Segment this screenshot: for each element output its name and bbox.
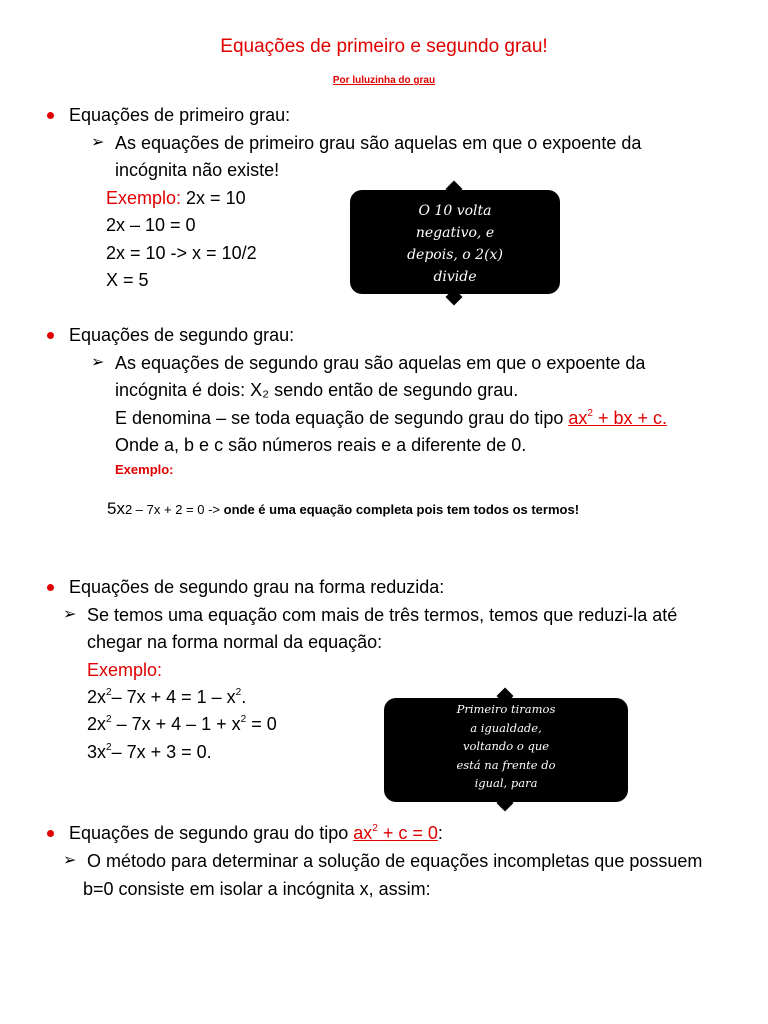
arrow-bullet-icon: ➢ (91, 354, 105, 371)
section1-step3: X = 5 (106, 270, 149, 290)
arrow-bullet-icon: ➢ (63, 852, 77, 869)
formula-part: ax (568, 408, 588, 428)
section4-desc-line1: O método para determinar a solução de equações incompletas que possuem (87, 851, 703, 871)
section1-step2: 2x = 10 -> x = 10/2 (106, 243, 257, 263)
section1-example (106, 185, 246, 211)
section3-eq1 (87, 684, 246, 710)
page-title: Equações de primeiro e segundo grau! (220, 36, 548, 57)
eq-exponent: 2 (106, 714, 112, 725)
section3-desc-line2: chegar na forma normal da equação: (87, 632, 383, 652)
section2-desc-line1: As equações de segundo grau são aquelas em que o expoente da (115, 353, 646, 373)
bullet-icon (47, 112, 54, 119)
bullet-icon (47, 584, 54, 591)
formula-exponent: 2 (372, 823, 378, 834)
section3-example-label: Exemplo: (87, 660, 163, 680)
desc-text: E denomina – se toda equação de segundo grau do tipo (115, 408, 569, 428)
formula-part: + bx + c. (592, 408, 667, 428)
eq-part: – 7x + 3 = 0. (111, 742, 212, 762)
arrow-bullet-icon: ➢ (63, 606, 77, 623)
section3-heading: Equações de segundo grau na forma reduzida: (69, 577, 445, 597)
eq-part: 2x (87, 714, 107, 734)
section1-step1: 2x – 10 = 0 (106, 215, 196, 235)
eq-part: 5x (107, 499, 125, 518)
eq-part: 2x (87, 687, 107, 707)
eq-part: = 0 (246, 714, 277, 734)
section4-heading (69, 820, 443, 846)
formula-part: ax (353, 823, 373, 843)
example-label: Exemplo: (106, 188, 182, 208)
byline: Por luluzinha do grau (332, 75, 436, 86)
formula-general (568, 408, 667, 428)
eq-part: – 7x + 4 – 1 + x (111, 714, 241, 734)
section2-example-equation (107, 498, 579, 521)
section1-desc-line2: incógnita não existe! (115, 160, 280, 180)
section1-desc-line1: As equações de primeiro grau são aquelas em que o expoente da (115, 133, 642, 153)
eq-part: 3x (87, 742, 107, 762)
eq-exponent: 2 (106, 742, 112, 753)
eq-exponent: 2 (240, 714, 247, 725)
formula-exponent: 2 (587, 408, 593, 419)
section3-eq2 (87, 711, 277, 737)
section2-heading: Equações de segundo grau: (69, 325, 295, 345)
eq-part: . (241, 687, 247, 707)
section2-example-label: Exemplo: (115, 462, 174, 477)
section2-desc-line3 (115, 405, 667, 431)
heading-text: Equações de segundo grau do tipo (69, 823, 354, 843)
section1-heading: Equações de primeiro grau: (69, 105, 291, 125)
example-equation: 2x = 10 (181, 188, 246, 208)
arrow-bullet-icon: ➢ (91, 134, 105, 151)
eq-exponent: 2 (106, 687, 112, 698)
bullet-icon (47, 332, 54, 339)
callout-box-2: Primeiro tiramos a igualdade, voltando o que está na frente do igual, para (384, 698, 628, 802)
eq-part: – 7x + 4 = 1 – x (111, 687, 236, 707)
formula-incomplete (353, 823, 438, 843)
section2-desc-line2: incógnita é dois: X₂ sendo então de segundo grau. (115, 380, 519, 400)
heading-text: : (437, 823, 443, 843)
callout-box-1: O 10 volta negativo, e depois, o 2(x) divide (350, 190, 560, 294)
bullet-icon (47, 830, 54, 837)
eq-part: 2 – 7x + 2 = 0 -> (124, 502, 224, 517)
section3-eq3 (87, 739, 212, 765)
eq-exponent: 2 (235, 687, 242, 698)
section2-desc-line4: Onde a, b e c são números reais e a diferente de 0. (115, 435, 527, 455)
section3-desc-line1: Se temos uma equação com mais de três termos, temos que reduzi-la até (87, 605, 678, 625)
eq-note: onde é uma equação completa pois tem todos os termos! (223, 502, 580, 517)
formula-part: + c = 0 (377, 823, 438, 843)
section4-desc-line2: b=0 consiste em isolar a incógnita x, assim: (83, 879, 431, 899)
